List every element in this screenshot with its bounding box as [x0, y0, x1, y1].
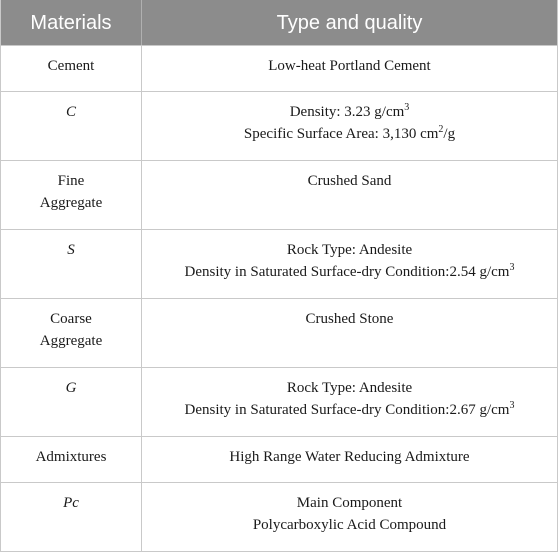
type-quality-cell: Main Component Polycarboxylic Acid Compound	[252, 495, 447, 533]
density-line: Density: 3.23 $g/cm^3$	[289, 102, 410, 120]
table-row	[1, 437, 557, 483]
material-cell: Admixtures	[1, 437, 142, 482]
table-row	[1, 46, 557, 92]
type-quality-cell: High Range Water Reducing Admixture	[229, 449, 470, 465]
table-row	[1, 92, 557, 161]
type-quality-cell	[142, 92, 557, 160]
type-quality-cell: Rock Type: Andesite Density in Saturated Surface-dry Condition:2.54 $g/cm^3$	[184, 242, 515, 280]
table-row	[1, 368, 557, 437]
type-quality-cell: Crushed Sand	[307, 173, 392, 189]
material-cell: C	[1, 92, 142, 160]
header-materials: Materials	[1, 0, 142, 45]
specific-surface-line: Specific Surface Area: 3,130 $cm^2/g$	[243, 124, 456, 142]
material-cell: Pc	[1, 483, 142, 551]
material-cell: Cement	[1, 46, 142, 91]
material-cell: G	[1, 368, 142, 436]
type-quality-cell: Rock Type: Andesite Density in Saturated Surface-dry Condition:2.67 $g/cm^3$	[184, 380, 515, 418]
material-cell: Coarse Aggregate	[1, 299, 142, 367]
table-row	[1, 299, 557, 368]
table-row	[1, 230, 557, 299]
material-cell: Fine Aggregate	[1, 161, 142, 229]
type-quality-cell: Low-heat Portland Cement	[268, 58, 431, 74]
table-row	[1, 483, 557, 552]
table-header-row	[1, 0, 557, 46]
material-cell: S	[1, 230, 142, 298]
type-quality-cell: Crushed Stone	[305, 311, 394, 327]
table-row	[1, 161, 557, 230]
header-type-quality: Type and quality	[276, 12, 423, 34]
